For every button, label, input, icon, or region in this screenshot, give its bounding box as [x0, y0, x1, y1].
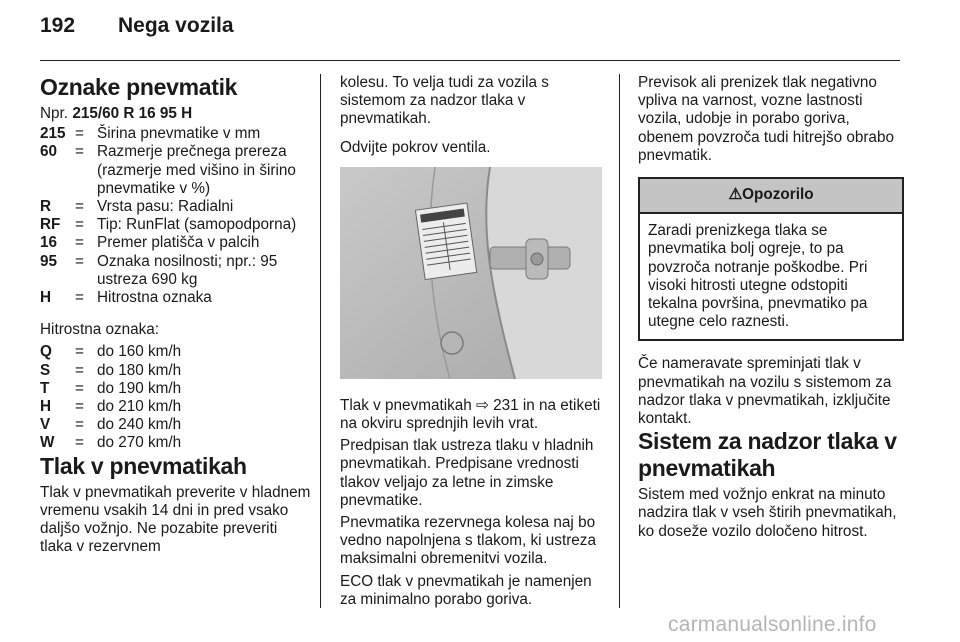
- code-description: Oznaka nosilnosti; npr.: 95 ustreza 690 kg: [97, 252, 278, 288]
- equals-sign: =: [75, 361, 84, 379]
- code-key: V: [40, 416, 51, 434]
- spare-tire-paragraph: Pnevmatika rezervnega kolesa naj bo vedno napolnjena s tlakom, ki ustreza maksimalni obremenitvi vozila.: [340, 514, 596, 568]
- equals-sign: =: [75, 252, 84, 270]
- pressure-ref-text-pre: Tlak v pnevmatikah: [340, 396, 477, 414]
- speed-code-row: [40, 362, 181, 380]
- page-number: 192: [40, 14, 76, 37]
- pressure-label-reference: [340, 397, 608, 433]
- tire-code-row: [40, 198, 312, 216]
- pressure-effects-paragraph: Previsok ali prenizek tlak negativno vpliva na varnost, vozne lastnosti vozila, udobje in porabo goriva, obenem povzroča tudi hitrejšo obrabo pnevmatik.: [638, 74, 894, 164]
- door-frame-illustration: [340, 167, 602, 379]
- tire-code-row: [40, 234, 312, 252]
- section-heading-pressure-monitoring: Sistem za nadzor tlaka v pnevmatikah: [638, 428, 897, 482]
- example-prefix: Npr.: [40, 105, 69, 122]
- cold-tire-paragraph: Predpisan tlak ustreza tlaku v hladnih pnevmatikah. Predpisane vrednosti tlakov veljajo za letne in zimske pnevmatike.: [340, 437, 594, 509]
- pressure-change-paragraph: Če nameravate spreminjati tlak v pnevmatikah na vozilu s sistemom za nadzor tlaka v pnevmatikah, izključite kontakt.: [638, 355, 892, 428]
- pressure-ref-text-post: 231 in na etiketi na okviru sprednjih levih vrat.: [340, 396, 601, 433]
- column-right: [638, 74, 908, 541]
- speed-code-row: [40, 380, 181, 398]
- speed-code-row: [40, 343, 181, 361]
- eco-pressure-paragraph: ECO tlak v pnevmatikah je namenjen za minimalno porabo goriva.: [340, 572, 592, 608]
- code-description: do 190 km/h: [97, 379, 182, 397]
- page-header: [40, 14, 900, 54]
- example-value: 215/60 R 16 95 H: [72, 105, 193, 122]
- code-key: 16: [40, 234, 58, 252]
- speed-code-row: [40, 434, 181, 452]
- code-key: H: [40, 289, 52, 307]
- equals-sign: =: [75, 398, 84, 416]
- equals-sign: =: [75, 143, 84, 161]
- code-description: Širina pnevmatike v mm: [97, 125, 261, 143]
- spare-wheel-continuation: kolesu. To velja tudi za vozila s sistemom za nadzor tlaka v pnevmatikah.: [340, 74, 549, 128]
- section-heading-tire-pressure: Tlak v pnevmatikah: [40, 452, 247, 479]
- code-description: do 240 km/h: [97, 416, 182, 434]
- code-key: W: [40, 434, 55, 452]
- code-key: T: [40, 379, 50, 397]
- code-key: RF: [40, 216, 61, 234]
- code-key: Q: [40, 343, 52, 361]
- code-key: H: [40, 398, 52, 416]
- section-heading-tire-markings: Oznake pnevmatik: [40, 74, 238, 100]
- equals-sign: =: [75, 343, 84, 361]
- code-description: Premer platišča v palcih: [97, 234, 260, 252]
- speed-code-row: [40, 398, 181, 416]
- tire-code-list: [40, 125, 312, 307]
- equals-sign: =: [75, 379, 84, 397]
- page-reference-arrow-icon: ⇨: [476, 396, 489, 414]
- warning-triangle-icon: ⚠: [728, 186, 743, 204]
- warning-body: Zaradi prenizkega tlaka se pnevmatika bolj ogreje, to pa povzroča notranje poškodbe. Pri visoki hitrosti utegne odstopiti tekalna površina, pnevmatiko pa utegne celo raznesti.: [648, 222, 868, 331]
- code-description: Razmerje prečnega prereza (razmerje med višino in širino pnevmatike v %): [97, 143, 296, 197]
- code-key: 95: [40, 252, 58, 270]
- site-watermark: carmanualsonline.info: [668, 613, 877, 636]
- equals-sign: =: [75, 216, 84, 234]
- code-key: S: [40, 361, 51, 379]
- equals-sign: =: [75, 234, 84, 252]
- monitoring-system-paragraph: Sistem med vožnjo enkrat na minuto nadzira tlak v vseh štirih pnevmatikah, ko doseže vozilo določeno hitrost.: [638, 486, 897, 540]
- equals-sign: =: [75, 416, 84, 434]
- equals-sign: =: [75, 125, 84, 143]
- equals-sign: =: [75, 198, 84, 216]
- column-left: [40, 74, 312, 556]
- warning-header: [640, 179, 902, 214]
- page-title: Nega vozila: [118, 14, 234, 37]
- tire-code-row: [40, 143, 312, 198]
- speed-label: Hitrostna oznaka:: [40, 321, 160, 339]
- door-frame-label-photo: [340, 167, 602, 379]
- equals-sign: =: [75, 289, 84, 307]
- code-description: do 270 km/h: [97, 434, 182, 452]
- column-divider: [320, 74, 321, 608]
- code-key: 215: [40, 125, 66, 143]
- tire-code-row: [40, 289, 312, 307]
- equals-sign: =: [75, 434, 84, 452]
- code-key: R: [40, 198, 52, 216]
- tire-code-row: [40, 253, 312, 289]
- header-divider: [40, 60, 900, 61]
- warning-box: [638, 177, 904, 341]
- code-description: Tip: RunFlat (samopodporna): [97, 216, 297, 234]
- code-description: do 160 km/h: [97, 343, 182, 361]
- tire-example: [40, 105, 312, 123]
- column-divider: [619, 74, 620, 608]
- valve-cap-instruction: Odvijte pokrov ventila.: [340, 138, 491, 156]
- warning-title: Opozorilo: [742, 186, 814, 204]
- code-key: 60: [40, 143, 58, 161]
- speed-code-list: [40, 343, 181, 452]
- code-description: do 210 km/h: [97, 398, 182, 416]
- code-description: Hitrostna oznaka: [97, 289, 212, 307]
- tire-code-row: [40, 216, 312, 234]
- tire-code-row: [40, 125, 312, 143]
- column-middle: [340, 74, 608, 609]
- code-description: Vrsta pasu: Radialni: [97, 198, 234, 216]
- pressure-check-paragraph: Tlak v pnevmatikah preverite v hladnem vremenu vsakih 14 dni in pred vsako daljšo vožnjo. Ne pozabite preveriti tlaka v rezervnem: [40, 483, 311, 556]
- code-description: do 180 km/h: [97, 361, 182, 379]
- speed-code-row: [40, 416, 181, 434]
